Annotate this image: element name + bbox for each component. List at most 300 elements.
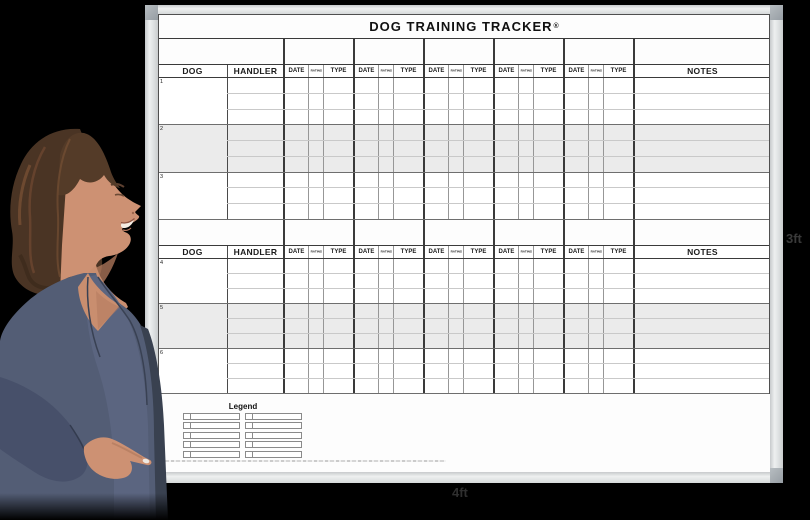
entry-subrow [227,203,770,219]
entry-cell-date [283,259,308,273]
entry-cell-rating [588,274,603,288]
entry-cell-date [283,141,308,156]
board-title-text: DOG TRAINING TRACKER [369,18,553,34]
dog-row [158,304,770,349]
entry-subrow [227,363,770,378]
entry-cell-type [323,125,353,140]
column-header-type-label: TYPE [540,68,557,74]
entry-cell-notes [633,188,770,203]
entry-cell-notes [633,110,770,125]
column-header-rating-label: RATING [310,250,322,254]
column-header-rating-label: RATING [380,250,392,254]
entry-cell-rating [588,319,603,333]
entry-subrow [227,273,770,288]
entry-cell-type [533,204,563,219]
column-header-notes-label: NOTES [687,66,718,76]
entry-cell-date [283,289,308,303]
entry-cell-type [463,173,493,188]
entry-cell-date [283,349,308,363]
legend-box [183,432,240,439]
entry-cell-type [323,319,353,333]
entry-cell-rating [588,110,603,125]
legend-box [245,441,302,448]
entry-cell-type [533,94,563,109]
board-surface [158,14,770,472]
column-header-type-label: TYPE [540,248,557,255]
entry-cell-type [323,259,353,273]
entry-subrow [227,187,770,203]
entry-cell-rating [588,304,603,318]
entry-cell-rating [448,304,463,318]
entry-cell-date [353,319,378,333]
legend-box [245,432,302,439]
entry-cell-date [563,110,588,125]
column-header-type-label: TYPE [470,68,487,74]
column-header-notes-label: NOTES [687,246,718,257]
entry-cell-rating [518,110,533,125]
entry-cell-type [393,259,423,273]
column-header-date-label: DATE [428,68,445,74]
entry-cell-notes [633,349,770,363]
entry-cell-type [463,379,493,393]
entry-cell-type [603,125,633,140]
entry-cell-rating [448,319,463,333]
entry-cell-notes [633,141,770,156]
entry-cell-type [603,157,633,172]
entry-cell-date [423,141,448,156]
entry-cell-type [393,78,423,93]
column-header-type [393,65,423,77]
column-header-type [603,246,633,258]
column-header-date [353,65,378,77]
column-header-type [463,65,493,77]
entry-cell-rating [518,364,533,378]
entry-cell-rating [448,364,463,378]
entry-cell-type [393,141,423,156]
entry-cell-notes [633,319,770,333]
entry-cell-type [323,349,353,363]
entry-cell-rating [378,289,393,303]
entry-cell-rating [518,304,533,318]
board-frame-bottom [145,472,783,483]
entry-cell-handler [227,364,283,378]
entry-cell-notes [633,204,770,219]
column-header-type-label: TYPE [400,68,417,74]
entry-cell-date [563,157,588,172]
board-title [158,14,770,39]
entry-cell-date [283,379,308,393]
entry-cell-date [353,379,378,393]
entry-cell-date [353,110,378,125]
entry-cell-type [323,304,353,318]
legend-color-chip [184,423,191,428]
entry-cell-type [533,364,563,378]
entry-cell-type [463,304,493,318]
entry-cell-handler [227,204,283,219]
entry-cell-rating [308,94,323,109]
column-header-rating [378,246,393,258]
entry-cell-rating [518,334,533,348]
entry-cell-date [563,289,588,303]
entry-cell-type [393,274,423,288]
entry-cell-date [493,94,518,109]
entry-cell-handler [227,94,283,109]
spacer-cell [633,220,770,245]
entry-cell-date [423,204,448,219]
entry-cell-rating [308,78,323,93]
entry-cell-notes [633,364,770,378]
entry-cell-notes [633,274,770,288]
entry-cell-type [393,349,423,363]
entry-cell-rating [378,204,393,219]
entry-cell-handler [227,334,283,348]
entry-cell-rating [588,204,603,219]
entry-cell-date [563,78,588,93]
entry-cell-rating [518,173,533,188]
column-header-rating-label: RATING [590,250,602,254]
column-header-date [283,65,308,77]
column-header-type [393,246,423,258]
column-header-date-label: DATE [428,248,445,255]
entry-cell-rating [588,289,603,303]
entry-cell-type [603,141,633,156]
entry-cell-rating [518,259,533,273]
entry-cell-type [323,141,353,156]
column-header-type-label: TYPE [610,248,627,255]
entry-cell-handler [227,259,283,273]
entry-cell-date [423,334,448,348]
entry-cell-notes [633,259,770,273]
entry-cell-date [493,364,518,378]
entry-cell-rating [588,141,603,156]
entry-cell-date [353,334,378,348]
spacer-cell [158,39,283,64]
entry-cell-type [533,259,563,273]
entry-cell-rating [448,78,463,93]
entry-cell-date [283,334,308,348]
entry-cell-date [353,188,378,203]
entry-cell-type [533,110,563,125]
spacer-cell [493,220,563,245]
entry-cell-rating [308,349,323,363]
entry-cell-rating [308,304,323,318]
legend-color-chip [246,452,253,457]
column-header-type [603,65,633,77]
legend-color-chip [246,442,253,447]
entry-cell-rating [308,141,323,156]
entry-cell-type [323,188,353,203]
entry-cell-rating [448,94,463,109]
entry-cell-date [493,157,518,172]
entry-cell-rating [308,157,323,172]
entry-cell-type [533,289,563,303]
entry-cell-type [463,364,493,378]
entry-cell-date [493,319,518,333]
entry-cell-date [423,125,448,140]
entry-cell-type [603,274,633,288]
entry-subrow [227,140,770,156]
entry-subrow [227,173,770,188]
entry-cell-rating [518,274,533,288]
spacer-cell [423,39,493,64]
column-header-type [533,65,563,77]
entry-cell-date [353,349,378,363]
entry-cell-rating [448,289,463,303]
column-header-rating-label: RATING [520,69,532,73]
entry-cell-rating [588,259,603,273]
entry-cell-type [393,125,423,140]
column-header-rating [518,65,533,77]
entry-cell-date [563,94,588,109]
entry-cell-type [533,334,563,348]
legend-box [183,413,240,420]
entry-cell-handler [227,274,283,288]
entry-cell-type [603,364,633,378]
entry-cell-rating [518,319,533,333]
row-number: 5 [160,304,164,311]
entry-cell-date [563,173,588,188]
entry-cell-rating [378,319,393,333]
row-number: 6 [160,349,164,356]
spacer-row [158,39,770,64]
entry-cell-date [353,94,378,109]
entry-cell-rating [308,188,323,203]
entry-cell-date [353,141,378,156]
column-header-type-label: TYPE [470,248,487,255]
entry-cell-date [493,289,518,303]
entry-cell-date [423,110,448,125]
spacer-cell [283,220,353,245]
entry-cell-rating [378,259,393,273]
entry-cell-date [283,188,308,203]
column-header-type-label: TYPE [610,68,627,74]
entry-cell-notes [633,125,770,140]
entry-cell-type [393,379,423,393]
spacer-cell [633,39,770,64]
entry-cell-date [563,379,588,393]
entry-cell-date [353,304,378,318]
entry-cell-type [533,274,563,288]
column-header-rating [448,246,463,258]
entry-cell-date [423,259,448,273]
entry-cell-rating [378,173,393,188]
entry-subrow [227,109,770,125]
column-header-date [283,246,308,258]
entry-cell-date [563,125,588,140]
column-header-date-label: DATE [498,248,515,255]
dog-row [158,78,770,125]
entry-cell-date [283,173,308,188]
entry-cell-date [353,259,378,273]
entry-cell-date [563,364,588,378]
spacer-cell [493,39,563,64]
entry-cell-type [393,204,423,219]
column-header-type [533,246,563,258]
entry-cell-rating [308,334,323,348]
entry-cell-date [423,173,448,188]
entry-cell-handler [227,304,283,318]
legend-color-chip [246,433,253,438]
entry-cell-rating [518,188,533,203]
entry-cell-date [423,274,448,288]
row-entry-area [227,259,770,303]
dog-row [158,259,770,304]
entry-cell-type [463,259,493,273]
whiteboard [145,5,783,483]
entry-cell-type [603,78,633,93]
entry-cell-rating [378,188,393,203]
entry-cell-rating [518,204,533,219]
entry-cell-type [603,334,633,348]
entry-cell-rating [378,141,393,156]
entry-cell-date [423,289,448,303]
entry-cell-rating [518,349,533,363]
column-header-date [493,246,518,258]
column-header-date-label: DATE [288,248,305,255]
entry-cell-type [603,319,633,333]
column-header-type-label: TYPE [330,248,347,255]
entry-cell-date [563,141,588,156]
entry-cell-type [463,188,493,203]
entry-cell-type [603,110,633,125]
entry-cell-type [393,289,423,303]
entry-cell-type [393,319,423,333]
entry-cell-date [423,78,448,93]
spacer-cell [158,220,283,245]
column-header-rating-label: RATING [590,69,602,73]
entry-cell-rating [308,379,323,393]
entry-cell-type [533,319,563,333]
board-frame-top [145,5,783,14]
legend-title: Legend [228,401,258,411]
column-header-row [158,64,770,78]
column-header-type [323,65,353,77]
entry-cell-rating [378,304,393,318]
entry-cell-date [423,349,448,363]
column-header-date [493,65,518,77]
entry-cell-date [353,173,378,188]
entry-cell-rating [308,173,323,188]
entry-cell-type [393,110,423,125]
entry-cell-date [283,364,308,378]
entry-cell-rating [588,364,603,378]
entry-cell-rating [378,364,393,378]
entry-cell-rating [518,289,533,303]
column-header-rating [308,246,323,258]
entry-cell-date [563,304,588,318]
entry-cell-rating [588,125,603,140]
entry-cell-type [603,188,633,203]
entry-cell-type [393,364,423,378]
column-header-date-label: DATE [568,248,585,255]
entry-cell-rating [588,173,603,188]
entry-cell-date [283,110,308,125]
person-bottom-fade [0,493,170,520]
tracker-section-1 [158,39,770,220]
entry-cell-date [423,319,448,333]
entry-cell-rating [308,204,323,219]
legend-area [158,394,770,472]
entry-cell-date [353,157,378,172]
entry-cell-type [463,334,493,348]
entry-cell-notes [633,94,770,109]
entry-subrow [227,78,770,93]
column-header-rating-label: RATING [310,69,322,73]
entry-cell-type [603,379,633,393]
entry-cell-handler [227,289,283,303]
entry-cell-date [423,157,448,172]
entry-cell-rating [308,259,323,273]
column-header-date-label: DATE [358,248,375,255]
entry-cell-rating [378,379,393,393]
entry-cell-type [463,274,493,288]
column-header-rating [518,246,533,258]
entry-cell-notes [633,289,770,303]
entry-cell-type [603,94,633,109]
column-header-row [158,245,770,259]
row-number: 2 [160,126,164,133]
entry-cell-handler [227,319,283,333]
entry-cell-rating [378,78,393,93]
entry-cell-type [533,173,563,188]
entry-cell-rating [308,364,323,378]
spacer-cell [283,39,353,64]
column-header-rating [448,65,463,77]
entry-cell-rating [378,274,393,288]
entry-cell-type [393,173,423,188]
entry-subrow [227,318,770,333]
frame-corner-cap [770,5,783,20]
column-header-date [423,65,448,77]
entry-cell-rating [448,259,463,273]
column-header-handler-label: HANDLER [233,66,278,76]
entry-cell-type [393,188,423,203]
entry-cell-date [283,204,308,219]
entry-cell-date [353,289,378,303]
column-header-dog-label: DOG [182,66,203,76]
entry-cell-type [463,204,493,219]
entry-cell-type [603,204,633,219]
legend-box [245,422,302,429]
entry-cell-date [493,141,518,156]
entry-cell-type [393,334,423,348]
column-header-rating [588,246,603,258]
column-header-date-label: DATE [358,68,375,74]
entry-cell-date [493,379,518,393]
spacer-cell [563,220,633,245]
legend-box [245,413,302,420]
dog-row [158,125,770,172]
entry-cell-date [283,125,308,140]
spacer-cell [353,39,423,64]
legend-color-chip [184,414,191,419]
entry-cell-date [493,125,518,140]
entry-cell-date [283,157,308,172]
entry-cell-date [283,319,308,333]
entry-cell-date [563,349,588,363]
entry-cell-handler [227,349,283,363]
entry-subrow [227,125,770,140]
entry-cell-rating [448,188,463,203]
entry-cell-date [423,364,448,378]
entry-cell-date [423,94,448,109]
entry-cell-type [533,349,563,363]
legend-color-chip [184,452,191,457]
dog-row [158,173,770,220]
entry-cell-rating [378,349,393,363]
column-header-date-label: DATE [568,68,585,74]
column-header-date [353,246,378,258]
